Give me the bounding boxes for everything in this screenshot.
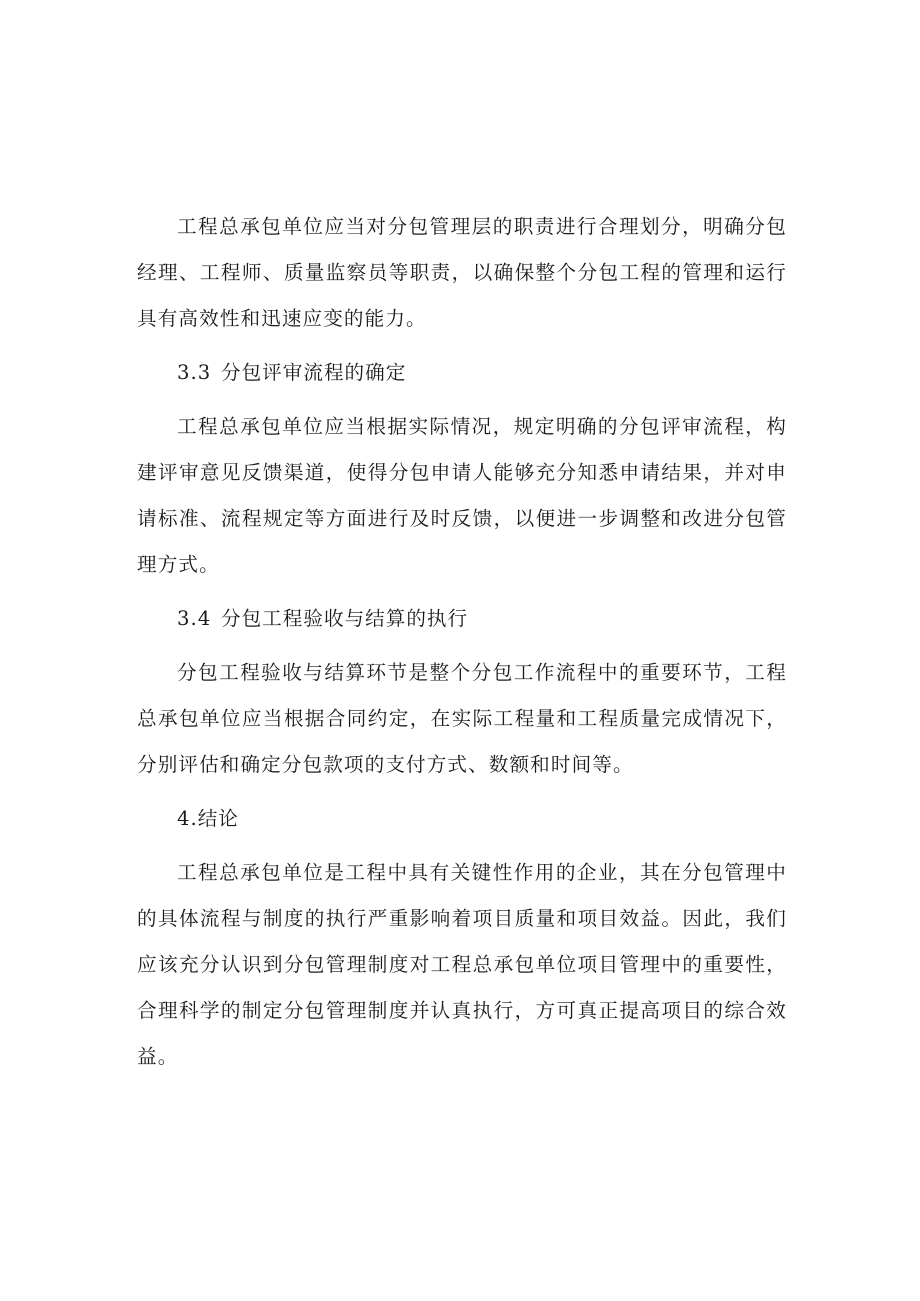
spacer <box>137 396 787 404</box>
spacer <box>137 342 787 350</box>
paragraph-acceptance-settlement: 分包工程验收与结算环节是整个分包工作流程中的重要环节，工程总承包单位应当根据合同约定，在实际工程量和工程质量完成情况下，分别评估和确定分包款项的支付方式、数额和时间等。 <box>137 661 787 776</box>
paragraph-responsibilities: 工程总承包单位应当对分包管理层的职责进行合理划分，明确分包经理、工程师、质量监察员等职责，以确保整个分包工程的管理和运行具有高效性和迅速应变的能力。 <box>137 215 787 330</box>
section-number: 3.4 <box>177 607 212 630</box>
spacer <box>137 588 787 596</box>
spacer <box>137 842 787 850</box>
section-title: 分包评审流程的确定 <box>221 361 407 384</box>
paragraph-conclusion: 工程总承包单位是工程中具有关键性作用的企业，其在分包管理中的具体流程与制度的执行严重影响着项目质量和项目效益。因此，我们应该充分认识到分包管理制度对工程总承包单位项目管理中的重要性，合理科学的制定分包管理制度并认真执行，方可真正提高项目的综合效益。 <box>137 861 787 1068</box>
document-body <box>137 204 787 1080</box>
section-number: 3.3 <box>177 361 212 384</box>
section-heading-conclusion: 4.结论 <box>177 807 239 830</box>
spacer <box>137 788 787 796</box>
spacer <box>137 642 787 650</box>
section-title: 分包工程验收与结算的执行 <box>221 607 469 630</box>
paragraph-review-process: 工程总承包单位应当根据实际情况，规定明确的分包评审流程，构建评审意见反馈渠道，使得分包申请人能够充分知悉申请结果，并对申请标准、流程规定等方面进行及时反馈，以便进一步调整和改进分包管理方式。 <box>137 415 787 576</box>
section-heading-3-3 <box>137 350 787 396</box>
section-heading-3-4 <box>137 596 787 642</box>
